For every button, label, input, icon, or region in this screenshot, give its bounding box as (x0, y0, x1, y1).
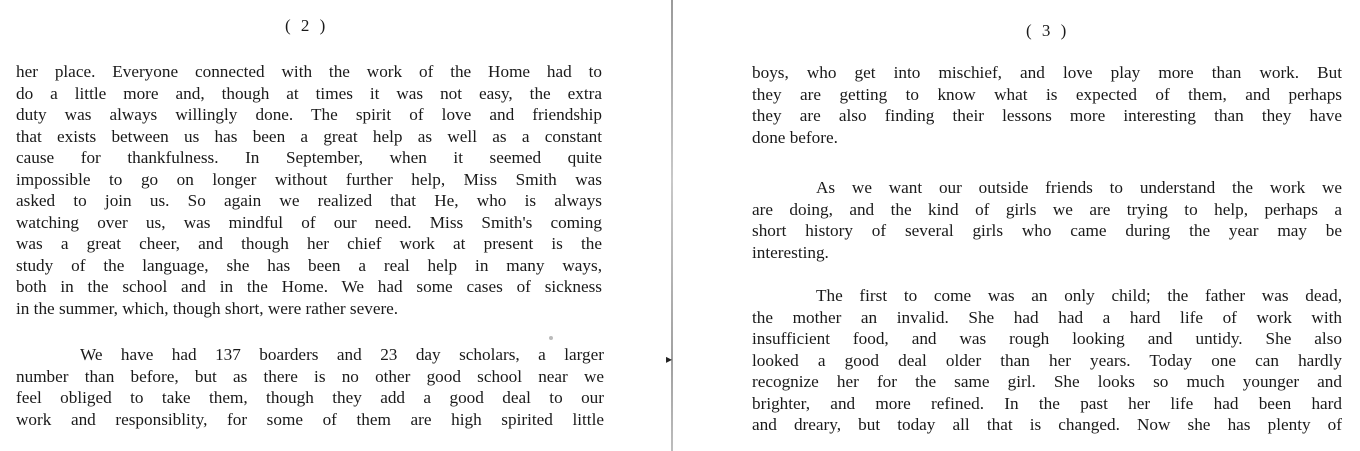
left-page (0, 0, 668, 451)
print-speck (549, 336, 553, 340)
text-line: We have had 137 boarders and 23 day scholars, a larger (80, 345, 604, 364)
text-line: brighter, and more refined. In the past her life had been hard (752, 393, 1342, 413)
text-line: study of the language, she has been a real help in many ways, (16, 255, 602, 275)
text-line: and dreary, but today all that is changed. Now she has plenty of (752, 415, 1342, 434)
text-line: watching over us, was mindful of our need. Miss Smith's coming (16, 212, 602, 232)
paragraph (752, 285, 1342, 436)
page-number: ( 2 ) (285, 16, 329, 35)
text-line: impossible to go on longer without further help, Miss Smith was (16, 169, 602, 189)
text-line: short history of several girls who came during the year may be (752, 221, 1342, 240)
text-line: both in the school and in the Home. We had some cases of sickness (16, 277, 602, 296)
text-line: insufficient food, and was rough looking and untidy. She also (752, 329, 1342, 348)
text-line: the mother an invalid. She had had a hard life of work with (752, 307, 1342, 327)
gutter-mark: ▸ (666, 352, 673, 366)
text-line: cause for thankfulness. In September, when it seemed quite (16, 148, 602, 167)
text-line: her place. Everyone connected with the work of the Home had to (16, 62, 602, 81)
text-line: are doing, and the kind of girls we are trying to help, perhaps a (752, 199, 1342, 219)
right-page (676, 0, 1360, 451)
text-line: was a great cheer, and though her chief work at present is the (16, 234, 602, 253)
text-line: The first to come was an only child; the father was dead, (816, 286, 1342, 305)
paragraph (752, 177, 1342, 263)
text-line: feel obliged to take them, though they add a good deal to our (16, 388, 604, 407)
text-line: work and responsiblity, for some of them are high spirited little (16, 409, 604, 429)
page-number: ( 3 ) (1026, 21, 1070, 40)
text-line: number than before, but as there is no other good school near we (16, 366, 604, 386)
text-line: they are also finding their lessons more interesting than they have (752, 106, 1342, 125)
text-line: duty was always willingly done. The spirit of love and friendship (16, 105, 602, 124)
text-line: that exists between us has been a great help as well as a constant (16, 126, 602, 146)
text-line: do a little more and, though at times it was not easy, the extra (16, 83, 602, 103)
text-line: As we want our outside friends to understand the work we (816, 178, 1342, 197)
paragraph (16, 344, 604, 430)
text-line: boys, who get into mischief, and love play more than work. But (752, 63, 1342, 82)
text-line: done before. (752, 127, 838, 147)
paragraph (16, 61, 602, 319)
text-line: in the summer, which, though short, were rather severe. (16, 298, 399, 318)
text-line: interesting. (752, 242, 829, 262)
text-line: recognize her for the same girl. She looks so much younger and (752, 372, 1342, 391)
page-gutter (671, 0, 673, 451)
text-line: asked to join us. So again we realized that He, who is always (16, 191, 602, 210)
text-line: looked a good deal older than her years. Today one can hardly (752, 350, 1342, 370)
paragraph (752, 62, 1342, 148)
text-line: they are getting to know what is expected of them, and perhaps (752, 84, 1342, 104)
